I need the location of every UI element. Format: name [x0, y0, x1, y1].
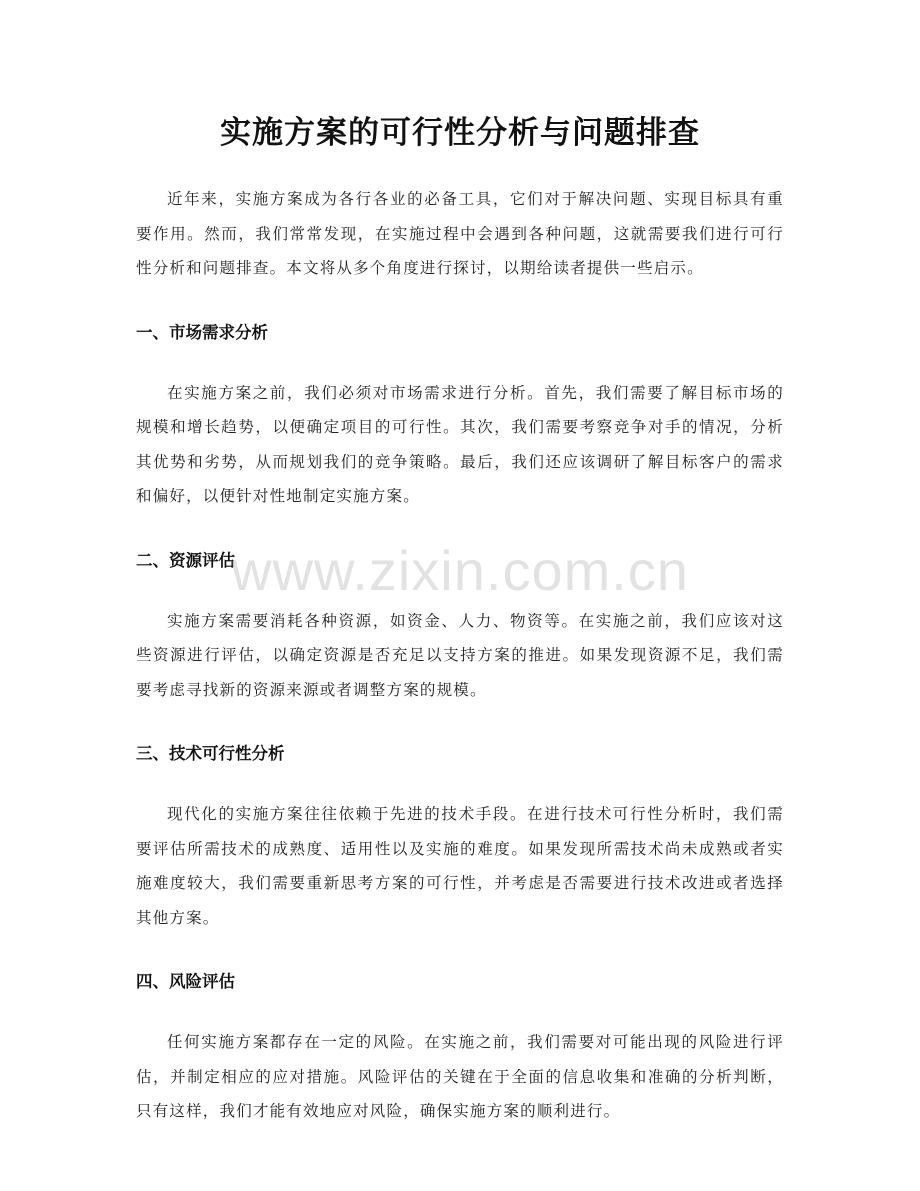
- section-technical-feasibility: [136, 737, 784, 935]
- section-heading: 四、风险评估: [136, 972, 235, 991]
- section-resource-evaluation: [136, 544, 784, 708]
- section-paragraph: 在实施方案之前，我们必须对市场需求进行分析。首先，我们需要了解目标市场的规模和增长趋势，以便确定项目的可行性。其次，我们需要考察竞争对手的情况，分析其优势和劣势，从而规划我们的竞争策略。最后，我们还应该调研了解目标客户的需求和偏好，以便针对性地制定实施方案。: [136, 383, 784, 505]
- section-heading: 一、市场需求分析: [136, 322, 268, 342]
- section-heading: 三、技术可行性分析: [136, 744, 285, 763]
- section-risk-evaluation: [136, 965, 784, 1129]
- document-title: 实施方案的可行性分析与问题排查: [220, 115, 700, 151]
- section-heading: 二、资源评估: [136, 550, 235, 570]
- document-page: [136, 0, 784, 1129]
- intro-paragraph: 近年来，实施方案成为各行各业的必备工具，它们对于解决问题、实现目标具有重要作用。然而，我们常常发现，在实施过程中会遇到各种问题，这就需要我们进行可行性分析和问题排查。本文将从多个角度进行探讨，以期给读者提供一些启示。: [136, 190, 784, 277]
- watermark: www.zixin.com.cn: [231, 539, 689, 602]
- section-paragraph: 任何实施方案都存在一定的风险。在实施之前，我们需要对可能出现的风险进行评估，并制定相应的应对措施。风险评估的关键在于全面的信息收集和准确的分析判断，只有这样，我们才能有效地应对风险，确保实施方案的顺利进行。: [136, 1033, 784, 1120]
- section-market-demand: [136, 316, 784, 514]
- section-paragraph: 现代化的实施方案往往依赖于先进的技术手段。在进行技术可行性分析时，我们需要评估所需技术的成熟度、适用性以及实施的难度。如果发现所需技术尚未成熟或者实施难度较大，我们需要重新思考方案的可行性，并考虑是否需要进行技术改进或者选择其他方案。: [136, 805, 784, 927]
- section-paragraph: 实施方案需要消耗各种资源，如资金、人力、物资等。在实施之前，我们应该对这些资源进行评估，以确定资源是否充足以支持方案的推进。如果发现资源不足，我们需要考虑寻找新的资源来源或者调整方案的规模。: [136, 611, 784, 699]
